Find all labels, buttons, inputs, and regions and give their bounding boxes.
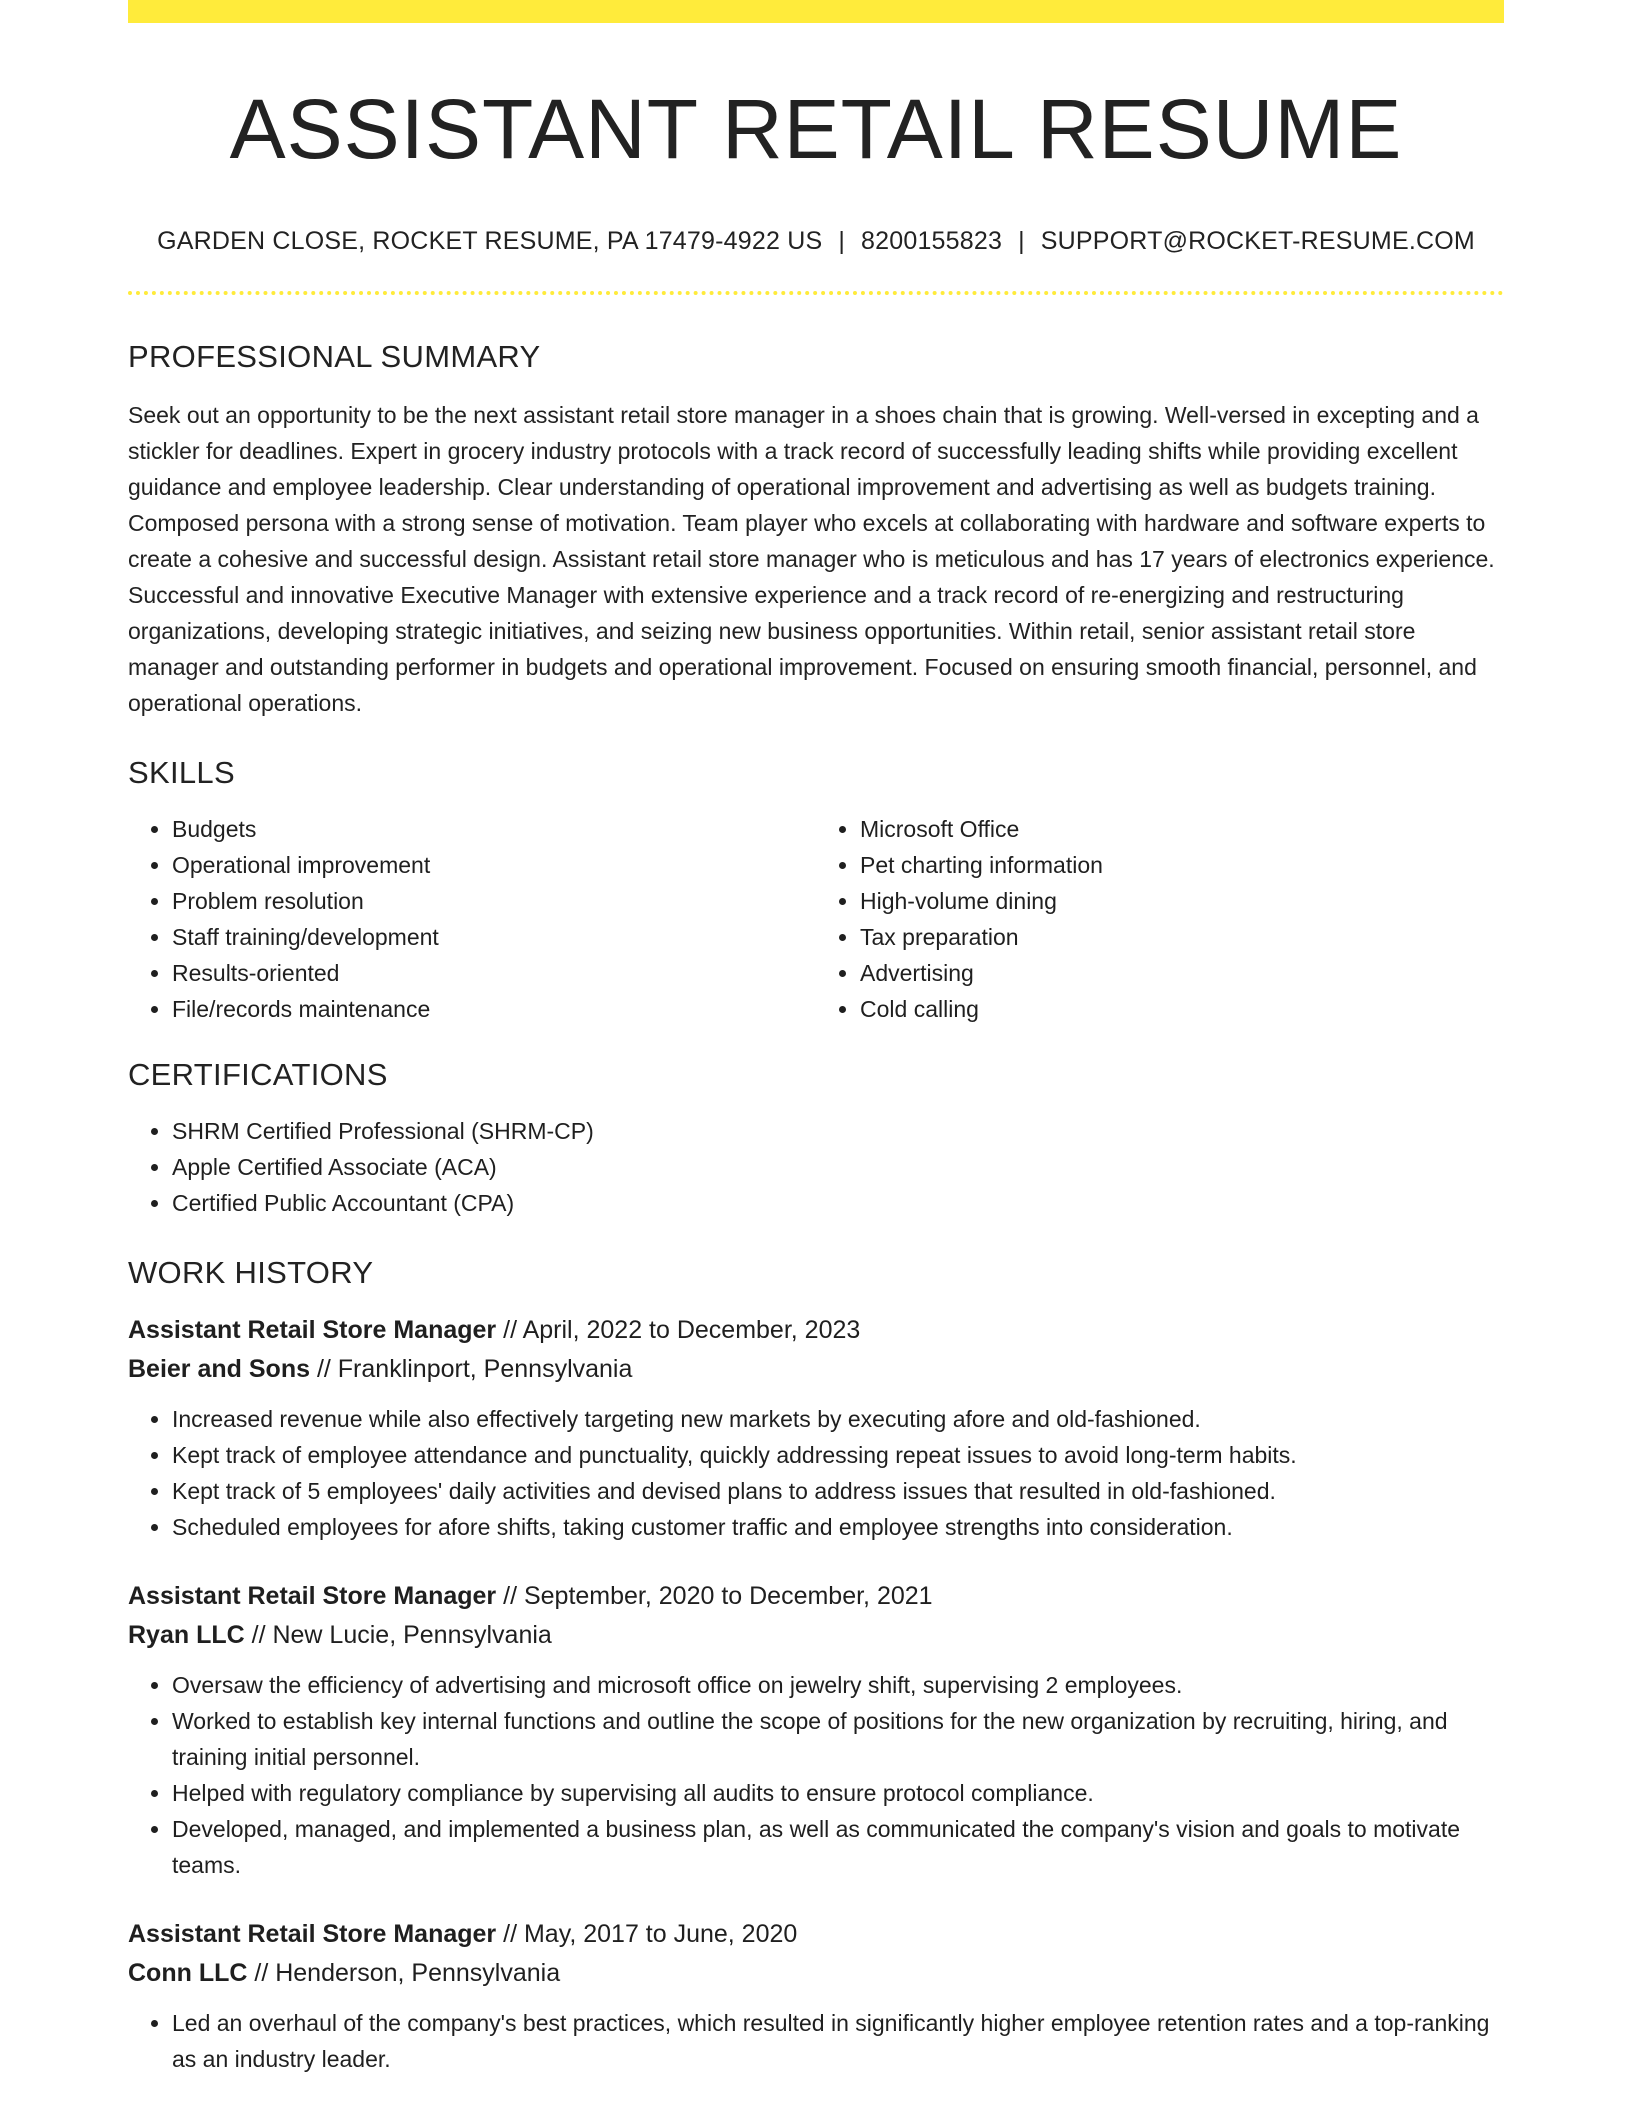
job-role-line <box>128 1311 1504 1350</box>
job-location: // New Lucie, Pennsylvania <box>251 1621 552 1650</box>
dotted-divider <box>128 291 1504 295</box>
job-bullet: • Increased revenue while also effectively targeting new markets by executing afore and old-fashioned. <box>172 1401 1504 1437</box>
skill-item: • High-volume dining <box>860 883 1504 919</box>
contact-line <box>128 227 1504 256</box>
skill-item: • Problem resolution <box>172 883 816 919</box>
resume-page <box>128 0 1504 2077</box>
skill-item: • Operational improvement <box>172 847 816 883</box>
certification-item: • SHRM Certified Professional (SHRM-CP) <box>172 1113 1504 1149</box>
job-role: Assistant Retail Store Manager <box>128 1582 497 1611</box>
contact-address: GARDEN CLOSE, ROCKET RESUME, PA 17479-4922 US <box>157 227 823 256</box>
skill-item: • Cold calling <box>860 991 1504 1027</box>
job-bullet: • Kept track of 5 employees' daily activities and devised plans to address issues that resulted in old-fashioned. <box>172 1473 1504 1509</box>
job-dates: // April, 2022 to December, 2023 <box>503 1316 861 1345</box>
certifications-list <box>128 1113 1504 1221</box>
skill-item: • Tax preparation <box>860 919 1504 955</box>
accent-top-bar <box>128 0 1504 23</box>
job-role-line <box>128 1577 1504 1616</box>
job-bullet: • Helped with regulatory compliance by supervising all audits to ensure protocol compliance. <box>172 1775 1504 1811</box>
summary-text: Seek out an opportunity to be the next assistant retail store manager in a shoes chain that is growing. Well-versed in excepting and a stickler for deadlines. Expert in grocery industry protocols with a track record of successfully leading shifts while providing excellent guidance and employee leadership. Clear understanding of operational improvement and advertising as well as budgets training. Composed persona with a strong sense of motivation. Team player who excels at collaborating with hardware and software experts to create a cohesive and successful design. Assistant retail store manager who is meticulous and has 17 years of electronics experience. Successful and innovative Executive Manager with extensive experience and a track record of re-energizing and restructuring organizations, developing strategic initiatives, and seizing new business opportunities. Within retail, senior assistant retail store manager and outstanding performer in budgets and operational improvement. Focused on ensuring smooth financial, personnel, and operational operations. <box>128 402 1495 717</box>
skill-item: • File/records maintenance <box>172 991 816 1027</box>
job-role-line <box>128 1915 1504 1954</box>
skill-item: • Advertising <box>860 955 1504 991</box>
job-entry <box>128 1311 1504 1545</box>
job-company: Beier and Sons <box>128 1355 310 1384</box>
job-bullet: • Developed, managed, and implemented a business plan, as well as communicated the company's vision and goals to motivate teams. <box>172 1811 1504 1883</box>
skill-item: • Microsoft Office <box>860 811 1504 847</box>
summary-heading: PROFESSIONAL SUMMARY <box>128 339 541 375</box>
contact-phone: 8200155823 <box>861 227 1003 256</box>
job-bullets <box>128 2005 1504 2077</box>
job-company-line <box>128 1616 1504 1655</box>
job-role: Assistant Retail Store Manager <box>128 1920 497 1949</box>
job-bullet: • Led an overhaul of the company's best practices, which resulted in significantly higher employee retention rates and a top-ranking as an industry leader. <box>172 2005 1504 2077</box>
job-bullet: • Kept track of employee attendance and punctuality, quickly addressing repeat issues to avoid long-term habits. <box>172 1437 1504 1473</box>
work-history-heading: WORK HISTORY <box>128 1255 374 1291</box>
job-bullet: • Scheduled employees for afore shifts, taking customer traffic and employee strengths into consideration. <box>172 1509 1504 1545</box>
job-company: Conn LLC <box>128 1959 248 1988</box>
job-role: Assistant Retail Store Manager <box>128 1316 497 1345</box>
contact-separator: | <box>1018 227 1025 256</box>
job-bullet: • Worked to establish key internal functions and outline the scope of positions for the new organization by recruiting, hiring, and training initial personnel. <box>172 1703 1504 1775</box>
job-company-line <box>128 1954 1504 1993</box>
job-location: // Franklinport, Pennsylvania <box>316 1355 633 1384</box>
certification-item: • Apple Certified Associate (ACA) <box>172 1149 1504 1185</box>
job-dates: // May, 2017 to June, 2020 <box>503 1920 798 1949</box>
skill-item: • Pet charting information <box>860 847 1504 883</box>
skills-left-list <box>128 811 816 1027</box>
skills-right-list <box>816 811 1504 1027</box>
contact-email: SUPPORT@ROCKET-RESUME.COM <box>1040 227 1475 256</box>
job-company-line <box>128 1350 1504 1389</box>
job-entry <box>128 1915 1504 2077</box>
job-location: // Henderson, Pennsylvania <box>254 1959 561 1988</box>
certifications-heading: CERTIFICATIONS <box>128 1057 388 1093</box>
contact-separator: | <box>838 227 846 256</box>
job-dates: // September, 2020 to December, 2021 <box>503 1582 933 1611</box>
job-entry <box>128 1577 1504 1883</box>
job-company: Ryan LLC <box>128 1621 245 1650</box>
skills-grid <box>128 811 1504 1027</box>
skill-item: • Budgets <box>172 811 816 847</box>
resume-title: ASSISTANT RETAIL RESUME <box>229 82 1403 176</box>
job-bullet: • Oversaw the efficiency of advertising and microsoft office on jewelry shift, supervising 2 employees. <box>172 1667 1504 1703</box>
job-bullets <box>128 1667 1504 1883</box>
job-bullets <box>128 1401 1504 1545</box>
skill-item: • Results-oriented <box>172 955 816 991</box>
certification-item: • Certified Public Accountant (CPA) <box>172 1185 1504 1221</box>
skills-heading: SKILLS <box>128 755 235 791</box>
skill-item: • Staff training/development <box>172 919 816 955</box>
